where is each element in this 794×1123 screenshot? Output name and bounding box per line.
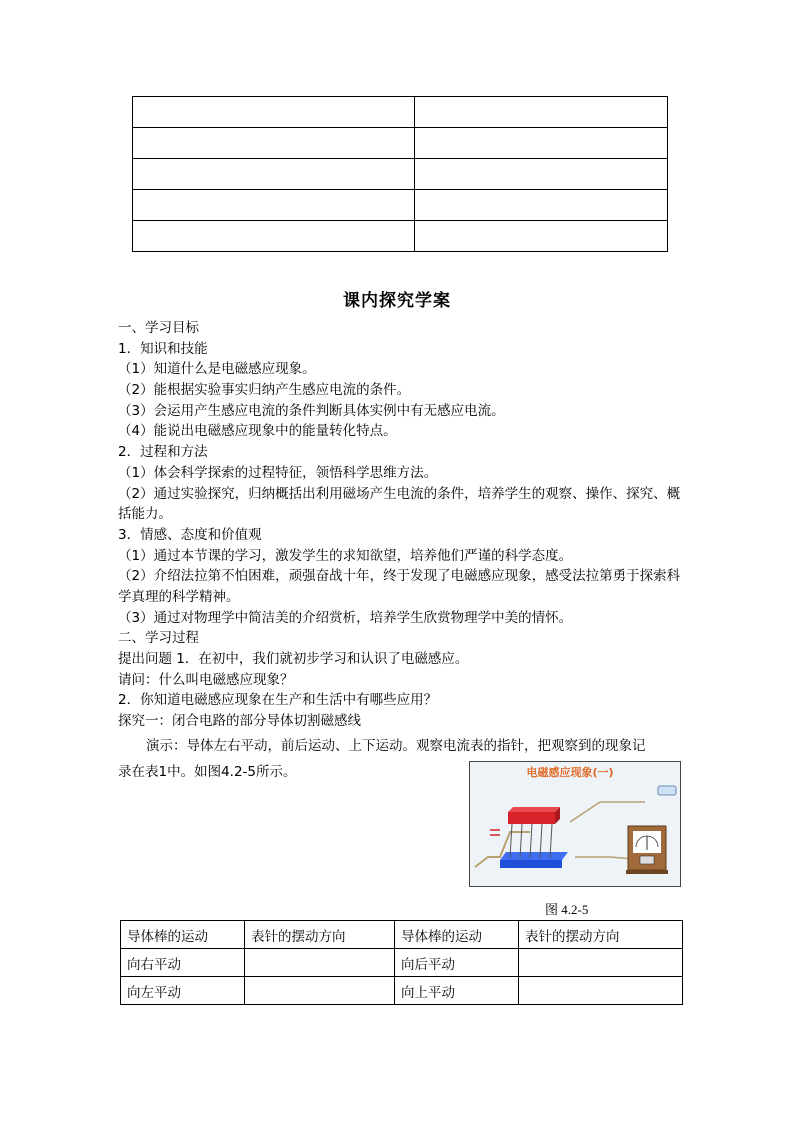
text-line: 提出问题 1．在初中，我们就初步学习和认识了电磁感应。 [118, 651, 469, 668]
electromagnetic-induction-figure [469, 761, 681, 887]
magnet-top-face [508, 807, 560, 812]
table-header-cell: 表针的摆动方向 [519, 921, 683, 949]
button-shape [658, 786, 676, 795]
text-line: （1）知道什么是电磁感应现象。 [118, 361, 316, 378]
table-cell [245, 977, 395, 1005]
table-cell: 向右平动 [121, 949, 245, 977]
blank-table-row [133, 221, 668, 252]
text-line: （3）通过对物理学中简洁美的介绍赏析，培养学生欣赏物理学中美的情怀。 [118, 609, 573, 626]
table-cell: 向后平动 [395, 949, 519, 977]
blank-table-cell [415, 97, 668, 128]
table-header-cell: 导体棒的运动 [395, 921, 519, 949]
text-line: 3．情感、态度和价值观 [118, 526, 262, 543]
text-line: （4）能说出电磁感应现象中的能量转化特点。 [118, 423, 397, 440]
blank-table-row [133, 128, 668, 159]
text-line: 1．知识和技能 [118, 340, 208, 357]
blank-table-cell [133, 97, 415, 128]
figure-caption: 图 4.2-5 [545, 902, 589, 917]
table-header-cell: 表针的摆动方向 [245, 921, 395, 949]
blank-table-row [133, 159, 668, 190]
text-line: （1）通过本节课的学习，激发学生的求知欲望，培养他们严谨的科学态度。 [118, 547, 573, 564]
text-line: 探究一：闭合电路的部分导体切割磁感线 [118, 713, 361, 730]
blank-table-cell [133, 190, 415, 221]
table-row [121, 977, 683, 1005]
text-line: （2）通过实验探究，归纳概括出利用磁场产生电流的条件，培养学生的观察、操作、探究、概括能力。 [118, 485, 681, 523]
text-line: 2．过程和方法 [118, 444, 208, 461]
text-line: （1）体会科学探索的过程特征，领悟科学思维方法。 [118, 464, 438, 481]
magnet-north [508, 812, 555, 824]
demo-text-2: 录在表1中。如图4.2-5所示。 [118, 763, 297, 780]
blank-table-cell [133, 128, 415, 159]
table-cell: 向上平动 [395, 977, 519, 1005]
blank-table-cell [133, 221, 415, 252]
text-line: 请问：什么叫电磁感应现象？ [118, 671, 294, 688]
text-line: 二、学习过程 [118, 630, 199, 647]
magnet-south [500, 860, 562, 868]
blank-table-cell [415, 159, 668, 190]
blank-table-cell [415, 190, 668, 221]
blank-table [132, 96, 668, 252]
table-cell: 向左平动 [121, 977, 245, 1005]
study-plan-text [118, 318, 683, 782]
observation-table [120, 920, 683, 1005]
text-line: （3）会运用产生感应电流的条件判断具体实例中有无感应电流。 [118, 402, 505, 419]
blank-table-cell [415, 128, 668, 159]
blank-table-cell [415, 221, 668, 252]
table-header-cell: 导体棒的运动 [121, 921, 245, 949]
induction-apparatus-illustration [470, 762, 680, 886]
table-header-row [121, 921, 683, 949]
blank-table-row [133, 190, 668, 221]
blank-table-cell [133, 159, 415, 190]
table-cell [519, 977, 683, 1005]
demo-text-1: 演示：导体左右平动，前后运动、上下运动。观察电流表的指针，把观察到的现象记 [146, 737, 646, 754]
table-cell [245, 949, 395, 977]
page-title: 课内探究学案 [343, 291, 451, 311]
text-line: （2）能根据实验事实归纳产生感应电流的条件。 [118, 382, 411, 399]
blank-table-row [133, 97, 668, 128]
table-cell [519, 949, 683, 977]
text-line: （2）介绍法拉第不怕困难，顽强奋战十年，终于发现了电磁感应现象，感受法拉第勇于探索科学真理的科学精神。 [118, 568, 681, 605]
table-row [121, 949, 683, 977]
text-line: 2．你知道电磁感应现象在生产和生活中有哪些应用？ [118, 692, 438, 709]
figure-title: 电磁感应现象(一) [526, 766, 614, 779]
text-line: 一、学习目标 [118, 320, 199, 336]
